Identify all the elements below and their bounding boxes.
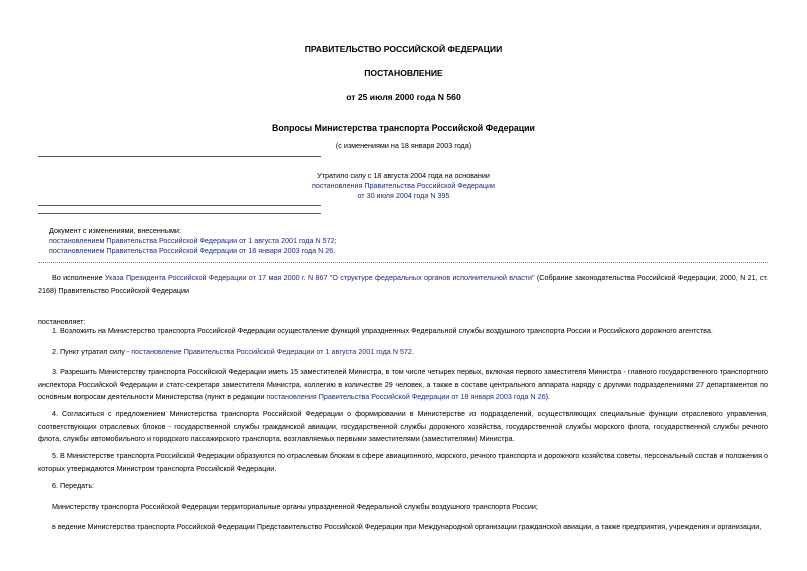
- amendment-link[interactable]: постановлением Правительства Российской Федерации от 1 августа 2001 года N 572;: [49, 236, 337, 245]
- paragraph-5: 5. В Министерстве транспорта Российской Федерации образуются по отраслевым блокам в сфере авиационного, морского, речного транспорта и дорожного хозяйства советы, персональный состав и положения о которых утверждаются Министром транспорта Российской Федерации.: [38, 451, 768, 473]
- divider: [38, 262, 768, 263]
- repeal-note: Утратило силу с 18 августа 2004 года на основании: [317, 171, 490, 180]
- repeal-link-date[interactable]: от 30 июля 2004 года N 395: [357, 191, 450, 200]
- repeal-link[interactable]: постановления Правительства Российской Федерации: [311, 181, 496, 190]
- resolves-line: постановляет:: [38, 317, 86, 326]
- paragraph-6: 6. Передать:: [52, 481, 95, 490]
- edition-link[interactable]: постановления Правительства Российской Федерации от 18 января 2003 года N 26: [266, 392, 546, 401]
- paragraph-1: 1. Возложить на Министерство транспорта Российской Федерации осуществление функций упраздненных Федеральной службы воздушного транспорта России и Российского дорожного агентства.: [52, 326, 713, 335]
- divider: [38, 213, 321, 214]
- preamble: Во исполнение Указа Президента Российской Федерации от 17 мая 2000 г. N 867 "О структуре федеральных органов исполнительной власти" (Собрание законодательства Российской Федерации, 2000, N 21, ст. 2168) Правительство Российской Федерации: [38, 273, 769, 295]
- document-title: Вопросы Министерства транспорта Российской Федерации: [272, 123, 535, 133]
- paragraph-4: 4. Согласиться с предложением Министерства транспорта Российской Федерации о формировании в Министерстве из подразделений, осуществляющих специальные функции отраслевого управления, соответствующих отраслевых блоков - государственной службы гражданской авиации, государственной службы дорожного хозяйства, государственной службы морского флота, государственной службы речного флота, службы автомобильного и городского пассажирского транспорта, возглавляемых первыми заместителями (заместителями) Министра.: [38, 409, 768, 443]
- amendment-link[interactable]: постановлением Правительства Российской Федерации от 18 января 2003 года N 26.: [49, 246, 336, 255]
- decree-link[interactable]: Указа Президента Российской Федерации от 17 мая 2000 г. N 867 "О структуре федеральных органов исполнительной власти": [104, 273, 535, 282]
- repeal-paragraph-link[interactable]: постановление Правительства Российской Федерации от 1 августа 2001 года N 572: [131, 347, 412, 356]
- government-heading: ПРАВИТЕЛЬСТВО РОССИЙСКОЙ ФЕДЕРАЦИИ: [304, 44, 503, 54]
- divider: [38, 156, 321, 157]
- amendments-intro: Документ с изменениями, внесенными:: [49, 226, 181, 235]
- changes-note: (с изменениями на 18 января 2003 года): [335, 141, 472, 150]
- document-type: ПОСТАНОВЛЕНИЕ: [364, 68, 443, 78]
- paragraph-6a: Министерству транспорта Российской Федерации территориальные органы упраздненной Федеральной службы воздушного транспорта России;: [52, 502, 538, 511]
- paragraph-2: 2. Пункт утратил силу - постановление Правительства Российской Федерации от 1 августа 2001 года N 572.: [52, 347, 414, 356]
- document-date-number: от 25 июля 2000 года N 560: [346, 92, 461, 102]
- paragraph-6b: в ведение Министерства транспорта Российской Федерации Представительство Российской Федерации при Международной организации гражданской авиации, а также предприятия, учреждения и организации,: [52, 522, 762, 531]
- paragraph-3: 3. Разрешить Министерству транспорта Российской Федерации иметь 15 заместителей Министра, в том числе четырех первых, включая первого заместителя Министра - главного государственного транспортного инспектора Российской Федерации и статс-секретаря заместителя Министра, коллегию в количестве 29 человек, а также в составе центрального аппарата наряду с другими подразделениями 27 департаментов по основным вопросам деятельности Министерства (пункт в редакции постановления Правительства Российской Федерации от 18 января 2003 года N 26).: [38, 367, 768, 401]
- divider: [38, 205, 321, 206]
